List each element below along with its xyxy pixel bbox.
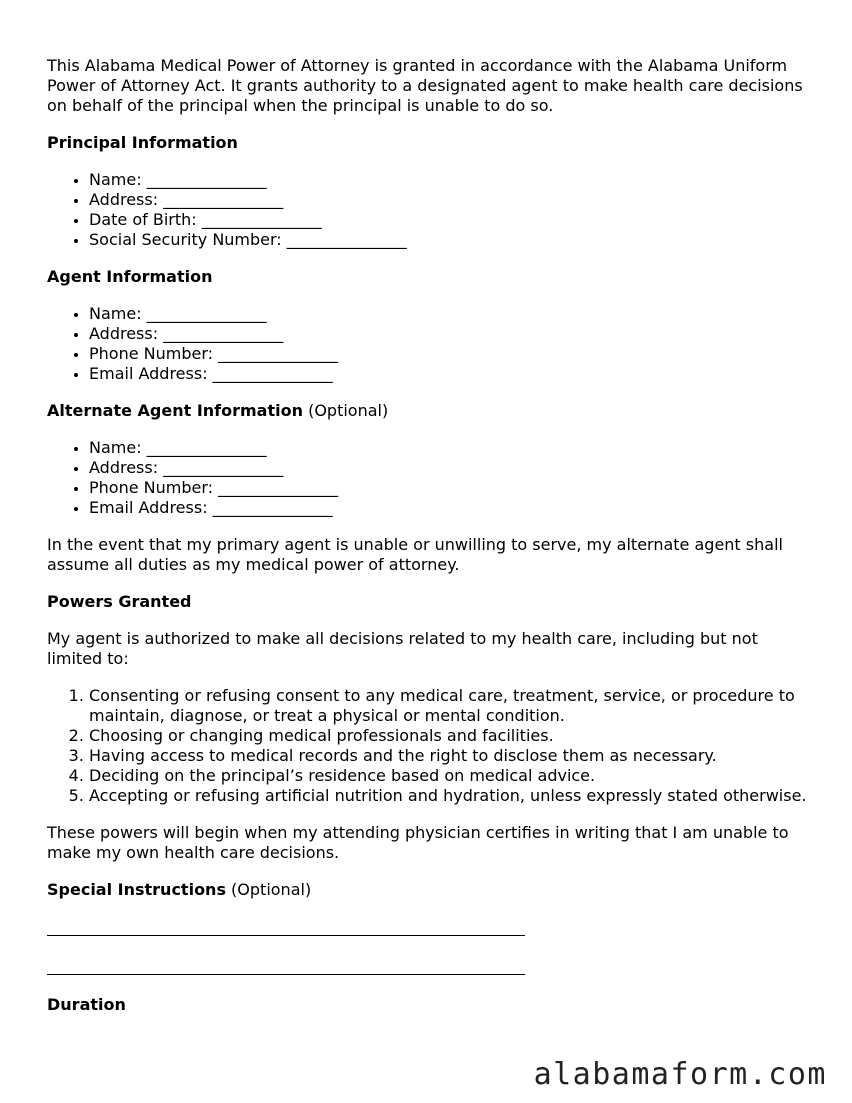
principal-fields <box>47 170 817 250</box>
agent-address-field: • Address: _______________ <box>89 324 817 344</box>
special-heading: Special Instructions (Optional) <box>47 880 312 899</box>
special-instructions-lines <box>47 917 817 975</box>
principal-name-field: • Name: _______________ <box>89 170 817 190</box>
blank-line <box>47 917 525 936</box>
agent-phone-field: • Phone Number: _______________ <box>89 344 817 364</box>
principal-address-field: • Address: _______________ <box>89 190 817 210</box>
intro-paragraph: This Alabama Medical Power of Attorney is granted in accordance with the Alabama Uniform Power of Attorney Act. It grants authority to a designated agent to make health care decisions on behalf of the principal when the principal is unable to do so. <box>47 56 803 115</box>
alternate-note: In the event that my primary agent is unable or unwilling to serve, my alternate agent shall assume all duties as my medical power of attorney. <box>47 535 783 574</box>
power-item: 1. Consenting or refusing consent to any medical care, treatment, service, or procedure to maintain, diagnose, or treat a physical or mental condition. <box>89 686 817 726</box>
alternate-fields <box>47 438 817 518</box>
alternate-email-field: • Email Address: _______________ <box>89 498 817 518</box>
agent-fields <box>47 304 817 384</box>
power-item: 4. Deciding on the principal’s residence based on medical advice. <box>89 766 817 786</box>
powers-note: These powers will begin when my attending physician certifies in writing that I am unable to make my own health care decisions. <box>47 823 789 862</box>
agent-email-field: • Email Address: _______________ <box>89 364 817 384</box>
powers-intro: My agent is authorized to make all decisions related to my health care, including but not limited to: <box>47 629 758 668</box>
power-item: 2. Choosing or changing medical professionals and facilities. <box>89 726 817 746</box>
alternate-name-field: • Name: _______________ <box>89 438 817 458</box>
alternate-address-field: • Address: _______________ <box>89 458 817 478</box>
powers-heading: Powers Granted <box>47 592 192 611</box>
alternate-phone-field: • Phone Number: _______________ <box>89 478 817 498</box>
blank-line <box>47 956 525 975</box>
power-item: 5. Accepting or refusing artificial nutrition and hydration, unless expressly stated otherwise. <box>89 786 817 806</box>
powers-list <box>47 686 817 806</box>
watermark: alabamaform.com <box>533 1057 827 1092</box>
principal-ssn-field: • Social Security Number: _______________ <box>89 230 817 250</box>
duration-heading: Duration <box>47 995 126 1014</box>
principal-heading: Principal Information <box>47 133 238 152</box>
agent-name-field: • Name: _______________ <box>89 304 817 324</box>
agent-heading: Agent Information <box>47 267 213 286</box>
principal-dob-field: • Date of Birth: _______________ <box>89 210 817 230</box>
alternate-heading: Alternate Agent Information (Optional) <box>47 401 389 420</box>
power-item: 3. Having access to medical records and the right to disclose them as necessary. <box>89 746 817 766</box>
document <box>47 56 817 1032</box>
